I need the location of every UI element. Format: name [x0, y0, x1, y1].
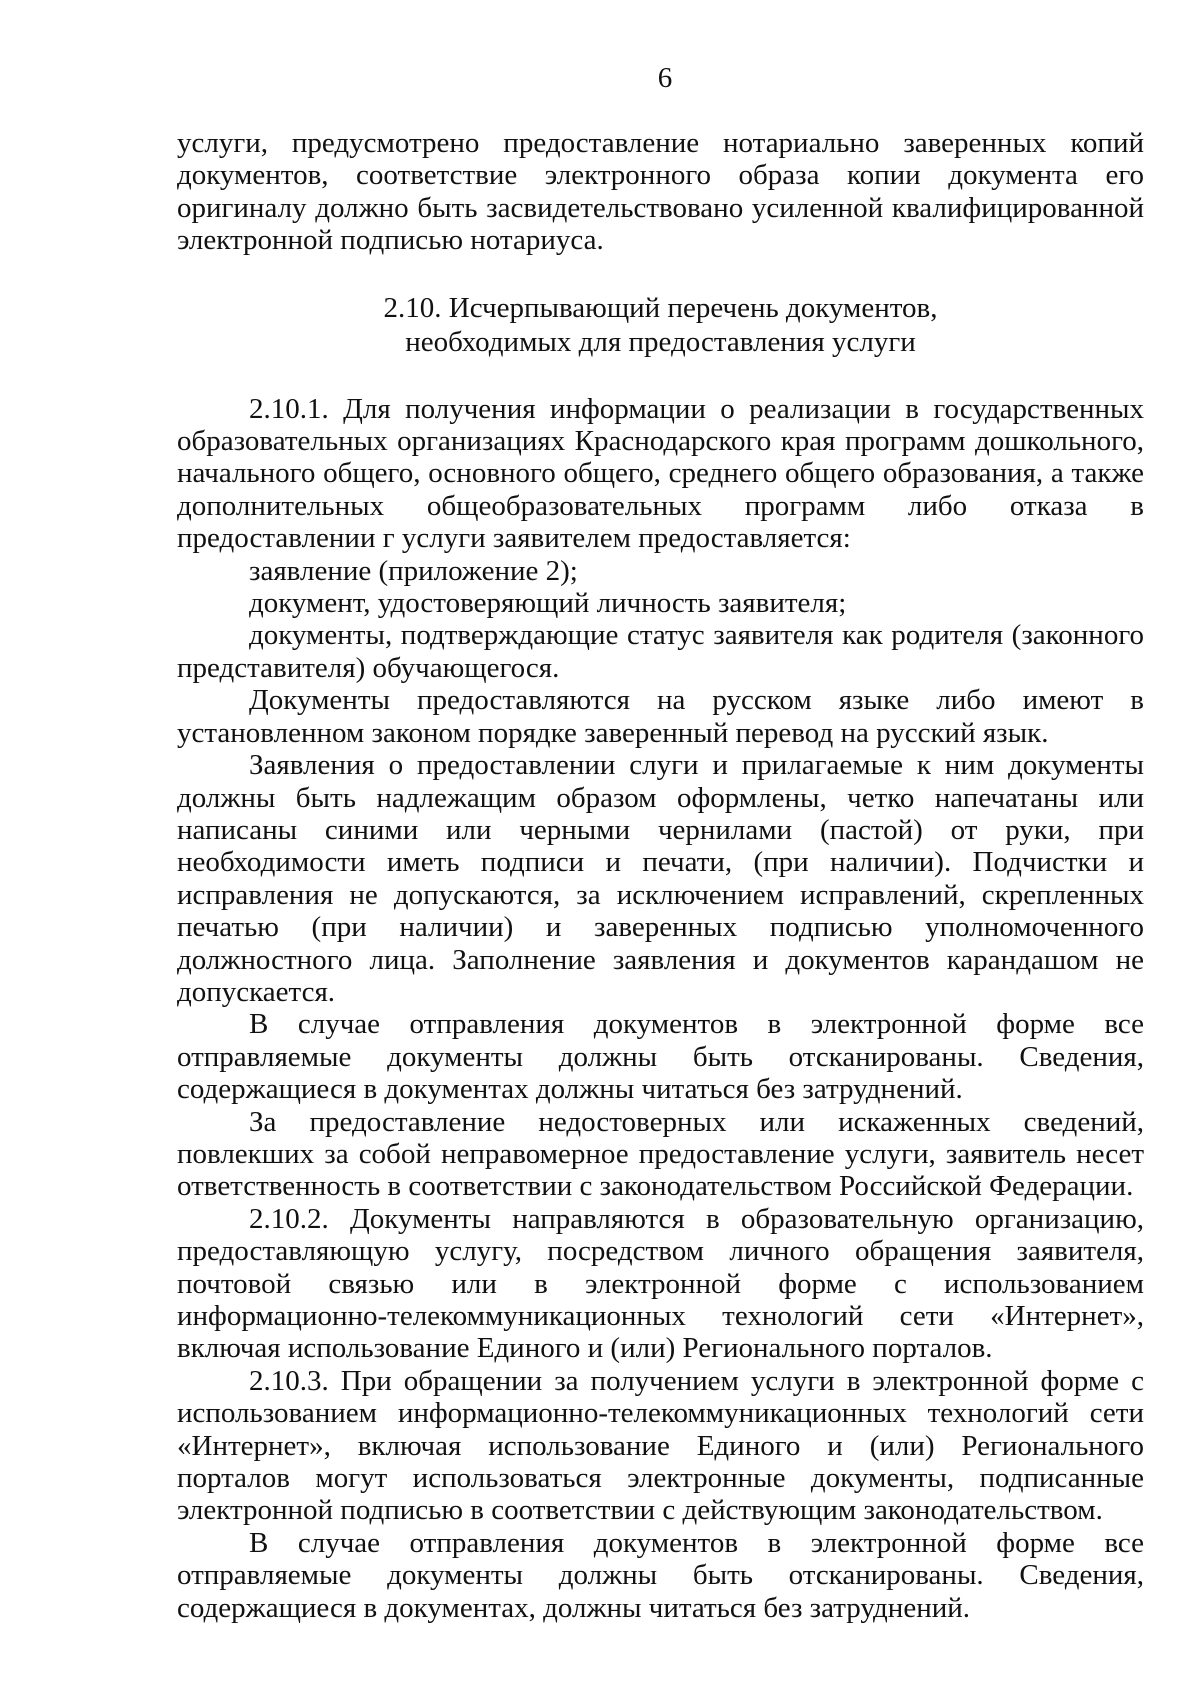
paragraph: Заявления о предоставлении слуги и прилагаемые к ним документы должны быть надлежащим образом оформлены, четко напечатаны или написаны синими или черными чернилами (пастой) от руки, при необходимости иметь подписи и печати, (при наличии). Подчистки и исправления не допускаются, за исключением исправлений, скрепленных печатью (при наличии) и заверенных подписью уполномоченного должностного лица. Заполнение заявления и документов карандашом не допускается.: [177, 749, 1144, 1008]
paragraph: Документы предоставляются на русском языке либо имеют в установленном законом порядке заверенный перевод на русский язык.: [177, 684, 1144, 749]
paragraph: В случае отправления документов в электронной форме все отправляемые документы должны быть отсканированы. Сведения, содержащиеся в документах должны читаться без затруднений.: [177, 1008, 1144, 1106]
paragraph: 2.10.2. Документы направляются в образовательную организацию, предоставляющую услугу, посредством личного обращения заявителя, почтовой связью или в электронной форме с использованием информационно-телекоммуникационных технологий сети «Интернет», включая использование Единого и (или) Регионального порталов.: [177, 1202, 1144, 1365]
paragraph-continuation: услуги, предусмотрено предоставление нотариально заверенных копий документов, соответствие электронного образа копии документа его оригиналу должно быть засвидетельствовано усиленной квалифицированной электронной подписью нотариуса.: [177, 127, 1144, 257]
document-body: [177, 127, 1144, 1624]
section-title-line-1: 2.10. Исчерпывающий перечень документов,: [383, 291, 938, 324]
section-heading: [177, 291, 1144, 359]
paragraph: 2.10.1. Для получения информации о реализации в государственных образовательных организациях Краснодарского края программ дошкольного, начального общего, основного общего, среднего общего образования, а также дополнительных общеобразовательных программ либо отказа в предоставлении г услуги заявителем предоставляется:: [177, 392, 1144, 555]
section-title-line-2: необходимых для предоставления услуги: [405, 325, 916, 358]
paragraph: За предоставление недостоверных или искаженных сведений, повлекших за собой неправомерное предоставление услуги, заявитель несет ответственность в соответствии с законодательством Российской Федерации.: [177, 1105, 1144, 1203]
list-item: заявление (приложение 2);: [249, 554, 578, 587]
list-item: документы, подтверждающие статус заявителя как родителя (законного представителя) обучающегося.: [177, 619, 1144, 684]
paragraph: 2.10.3. При обращении за получением услуги в электронной форме с использованием информационно-телекоммуникационных технологий сети «Интернет», включая использование Единого и (или) Регионального порталов могут использоваться электронные документы, подписанные электронной подписью в соответствии с действующим законодательством.: [177, 1364, 1144, 1527]
list-item: документ, удостоверяющий личность заявителя;: [249, 587, 847, 620]
page-number: 6: [657, 62, 673, 94]
paragraph: В случае отправления документов в электронной форме все отправляемые документы должны быть отсканированы. Сведения, содержащиеся в документах, должны читаться без затруднений.: [177, 1526, 1144, 1624]
